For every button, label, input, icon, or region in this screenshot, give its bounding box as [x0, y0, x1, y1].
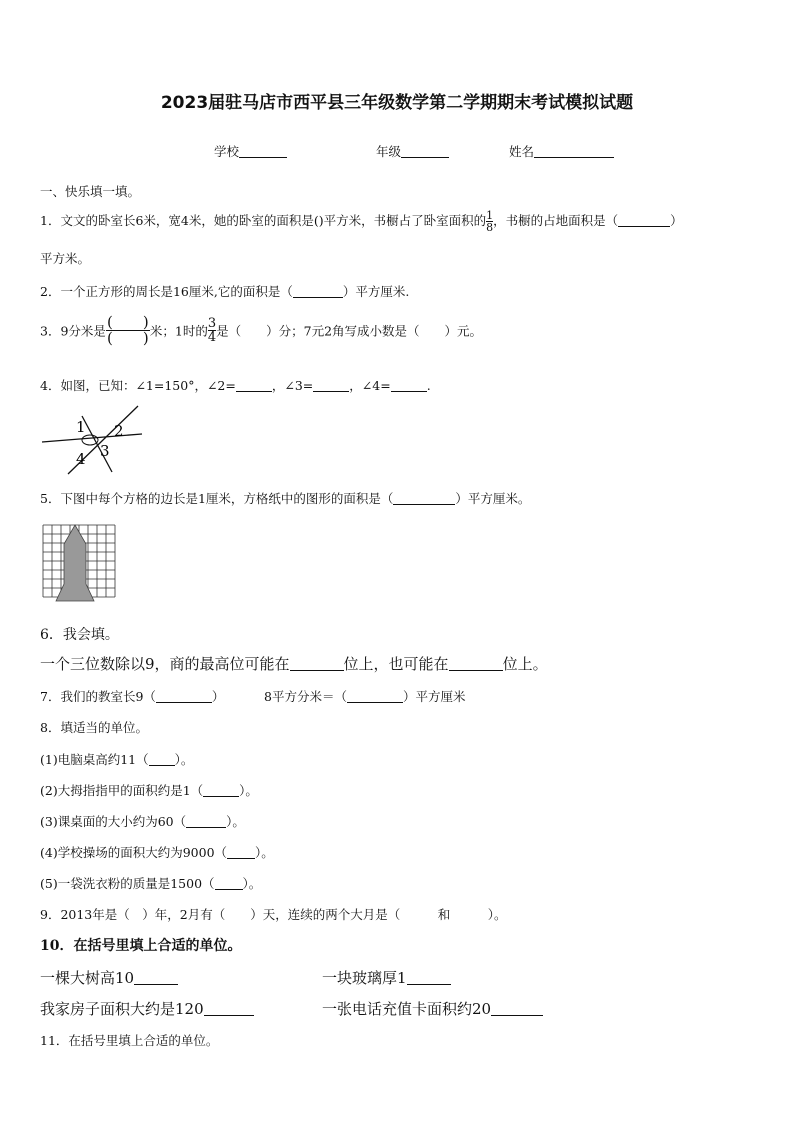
fraction-one-eighth: $\frac{1}{8}$	[486, 209, 494, 234]
q10-blank-2[interactable]	[407, 972, 451, 985]
school-label: 学校	[214, 144, 240, 159]
q8-item-3: (3)课桌面的大小约为60（ ）。	[40, 814, 245, 829]
q10-blank-4[interactable]	[491, 1003, 543, 1016]
q1-text-2: ，书橱的占地面积是（	[493, 213, 619, 228]
q10-blank-1[interactable]	[134, 972, 178, 985]
question-4: 4．如图，已知：∠1=150°，∠2= ，∠3= ，∠4= .	[40, 378, 431, 393]
question-11-title: 11．在括号里填上合适的单位。	[40, 1033, 219, 1048]
section-heading: 一、快乐填一填。	[40, 184, 141, 199]
q10-item-1: 一棵大树高10	[40, 967, 178, 988]
q8-item-1: (1)电脑桌高约11（ ）。	[40, 752, 194, 767]
q8-item-4: (4)学校操场的面积大约为9000（ ）。	[40, 845, 274, 860]
angle-label-4: 4	[76, 450, 86, 468]
question-2: 2．一个正方形的周长是16厘米,它的面积是（ ）平方厘米.	[40, 284, 410, 299]
grade-label: 年级	[376, 144, 402, 159]
fraction-three-quarters: $\frac{3}{4}$	[207, 316, 217, 345]
q8-blank-4[interactable]	[227, 846, 255, 859]
q7-blank-2[interactable]	[347, 690, 403, 703]
question-9: 9．2013年是（ ）年，2月有（ ）天，连续的两个大月是（ 和 ）。	[40, 907, 507, 922]
name-field	[509, 142, 614, 160]
angle-label-3: 3	[100, 442, 110, 460]
q7-blank-1[interactable]	[156, 690, 212, 703]
q10-item-2: 一块玻璃厚1	[322, 967, 451, 988]
name-blank[interactable]	[534, 145, 614, 158]
q1-continuation: 平方米。	[40, 251, 91, 266]
q1-blank[interactable]	[618, 214, 670, 227]
q5-blank[interactable]	[393, 492, 455, 505]
angle-diagram	[38, 400, 158, 476]
grid-figure	[42, 524, 116, 602]
question-7: 7．我们的教室长9（ ）	[40, 689, 225, 704]
grade-field	[376, 142, 449, 160]
q8-blank-5[interactable]	[215, 877, 243, 890]
q10-blank-3[interactable]	[204, 1003, 254, 1016]
q8-item-2: (2)大拇指指甲的面积约是1（ ）。	[40, 783, 258, 798]
q1-text: 1．文文的卧室长6米，宽4米，她的卧室的面积是()平方米，书橱占了卧室面积的	[40, 213, 487, 228]
angle3-blank[interactable]	[313, 379, 349, 392]
q2-blank[interactable]	[293, 285, 343, 298]
school-blank[interactable]	[239, 145, 287, 158]
q8-blank-1[interactable]	[149, 753, 175, 766]
question-6-title: 6．我会填。	[40, 627, 119, 643]
name-label: 姓名	[509, 144, 535, 159]
angle2-blank[interactable]	[236, 379, 272, 392]
question-3: 3．9分米是 $\frac{( )}{( )}$ 米；1时的 $\frac{3}{4}$ 是（ ）分；7元2角写成小数是（ ）元。	[40, 313, 483, 347]
question-5: 5．下图中每个方格的边长是1厘米，方格纸中的图形的面积是（ ）平方厘米。	[40, 491, 531, 506]
q8-item-5: (5)一袋洗衣粉的质量是1500（ ）。	[40, 876, 262, 891]
angle-arc	[82, 435, 98, 445]
grade-blank[interactable]	[401, 145, 449, 158]
angle4-blank[interactable]	[391, 379, 427, 392]
angle-label-2: 2	[114, 422, 124, 440]
q6-blank-2[interactable]	[449, 658, 503, 671]
q6-blank-1[interactable]	[290, 658, 344, 671]
question-6: 一个三位数除以9，商的最高位可能在 位上，也可能在 位上。	[40, 655, 548, 673]
q10-item-4: 一张电话充值卡面积约20	[322, 998, 543, 1019]
angle-label-1: 1	[76, 418, 86, 436]
question-10-title: 10．在括号里填上合适的单位。	[40, 938, 242, 954]
question-1: 1．文文的卧室长6米，宽4米，她的卧室的面积是()平方米，书橱占了卧室面积的 $\frac{1}{8}$ ，书橱的占地面积是（ ）	[40, 209, 683, 234]
question-8-title: 8．填适当的单位。	[40, 720, 148, 735]
q3-fraction-blank[interactable]: $\frac{( )}{( )}$	[107, 313, 149, 347]
school-field	[214, 142, 287, 160]
q8-blank-2[interactable]	[203, 784, 239, 797]
question-7-part-2: 8平方分米＝（ ）平方厘米	[264, 689, 466, 704]
q8-blank-3[interactable]	[186, 815, 226, 828]
page-title: 2023届驻马店市西平县三年级数学第二学期期末考试模拟试题	[160, 93, 634, 113]
q10-item-3: 我家房子面积大约是120	[40, 998, 254, 1019]
